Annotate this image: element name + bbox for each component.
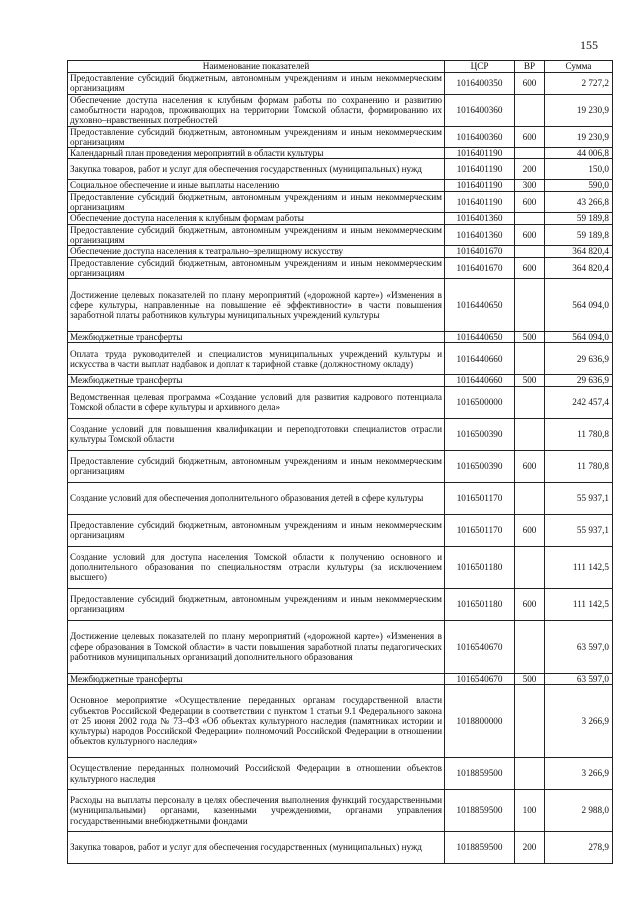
- row-sum: 150,0: [545, 159, 613, 180]
- row-sum: 55 937,1: [545, 482, 613, 514]
- row-sum: 59 189,8: [545, 224, 613, 246]
- table-row: [68, 514, 613, 546]
- row-csr: 1016540670: [445, 620, 515, 673]
- row-vr: 600: [515, 126, 545, 148]
- table-row: [68, 148, 613, 159]
- table-row: [68, 257, 613, 279]
- row-vr: 300: [515, 180, 545, 191]
- row-csr: 1016500390: [445, 450, 515, 482]
- row-sum: 63 597,0: [545, 620, 613, 673]
- row-sum: 55 937,1: [545, 514, 613, 546]
- row-sum: 242 457,4: [545, 386, 613, 418]
- row-name: Ведомственная целевая программа «Создание условий для развития кадрового потенциала Томской области в сфере культуры и архивного дела»: [68, 386, 445, 418]
- row-csr: 1016401190: [445, 191, 515, 213]
- row-name: Оплата труда руководителей и специалистов муниципальных учреждений культуры и искусства в части выплат надбавок и доплат к тарифной ставке (должностному окладу): [68, 343, 445, 375]
- row-vr: 200: [515, 832, 545, 864]
- row-sum: 278,9: [545, 832, 613, 864]
- row-csr: 1016500390: [445, 418, 515, 450]
- row-csr: 1016401190: [445, 148, 515, 159]
- table-row: [68, 375, 613, 386]
- table-header-row: [68, 61, 613, 73]
- table-row: [68, 191, 613, 213]
- row-vr: [515, 148, 545, 159]
- table-row: [68, 180, 613, 191]
- row-sum: 11 780,8: [545, 418, 613, 450]
- row-name: Предоставление субсидий бюджетным, автономным учреждениям и иным некоммерческим организациям: [68, 73, 445, 95]
- table-row: [68, 790, 613, 832]
- row-csr: 1016400350: [445, 73, 515, 95]
- row-csr: 1016440660: [445, 375, 515, 386]
- table-row: [68, 73, 613, 95]
- row-name: Обеспечение доступа населения к клубным формам работы по сохранению и развитию самобытности народов, проживающих на территории Томской области, формированию их духовно–нравственных потребностей: [68, 94, 445, 126]
- row-sum: 2 727,2: [545, 73, 613, 95]
- table-row: [68, 213, 613, 224]
- table-row: [68, 418, 613, 450]
- row-name: Достижение целевых показателей по плану мероприятий («дорожной карте») «Изменения в сфере культуры, направленные на повышение её эффективности» в части повышения заработной платы работников культуры муниципальных учреждений культуры: [68, 279, 445, 332]
- row-sum: 19 230,9: [545, 94, 613, 126]
- header-vr: ВР: [515, 61, 545, 73]
- row-csr: 1016440650: [445, 332, 515, 343]
- row-name: Расходы на выплаты персоналу в целях обеспечения выполнения функций государственными (муниципальными) органами, казенными учреждениями, органами управления государственными внебюджетными фондами: [68, 790, 445, 832]
- row-name: Обеспечение доступа населения к клубным формам работы: [68, 213, 445, 224]
- table-row: [68, 620, 613, 673]
- row-name: Основное мероприятие «Осуществление переданных органам государственной власти субъектов Российской Федерации в соответствии с пунктом 1 статьи 9.1 Федерального закона от 25 июня 2002 года № 73–ФЗ «Об объектах культурного наследия (памятниках истории и культуры) народов Российской Федерации» полномочий Российской Федерации в отношении объектов культурного наследия»: [68, 685, 445, 758]
- header-sum: Сумма: [545, 61, 613, 73]
- table-row: [68, 482, 613, 514]
- table-row: [68, 159, 613, 180]
- table-row: [68, 546, 613, 588]
- table-row: [68, 332, 613, 343]
- row-csr: 1016501180: [445, 588, 515, 620]
- row-vr: [515, 246, 545, 257]
- row-vr: 600: [515, 191, 545, 213]
- row-name: Создание условий для повышения квалификации и переподготовки специалистов отрасли культуры Томской области: [68, 418, 445, 450]
- row-vr: 500: [515, 375, 545, 386]
- row-name: Закупка товаров, работ и услуг для обеспечения государственных (муниципальных) нужд: [68, 832, 445, 864]
- row-vr: [515, 546, 545, 588]
- row-csr: 1016401360: [445, 213, 515, 224]
- row-sum: 364 820,4: [545, 257, 613, 279]
- row-sum: 63 597,0: [545, 673, 613, 684]
- row-csr: 1016401190: [445, 159, 515, 180]
- table-row: [68, 279, 613, 332]
- row-csr: 1018859500: [445, 832, 515, 864]
- row-csr: 1016401670: [445, 246, 515, 257]
- row-name: Предоставление субсидий бюджетным, автономным учреждениям и иным некоммерческим организациям: [68, 224, 445, 246]
- row-sum: 29 636,9: [545, 375, 613, 386]
- row-name: Предоставление субсидий бюджетным, автономным учреждениям и иным некоммерческим организациям: [68, 588, 445, 620]
- row-vr: [515, 386, 545, 418]
- row-name: Предоставление субсидий бюджетным, автономным учреждениям и иным некоммерческим организациям: [68, 514, 445, 546]
- row-name: Предоставление субсидий бюджетным, автономным учреждениям и иным некоммерческим организациям: [68, 191, 445, 213]
- row-vr: [515, 94, 545, 126]
- row-sum: 59 189,8: [545, 213, 613, 224]
- table-row: [68, 450, 613, 482]
- row-vr: [515, 758, 545, 790]
- row-vr: [515, 685, 545, 758]
- table-row: [68, 588, 613, 620]
- row-sum: 19 230,9: [545, 126, 613, 148]
- row-name: Обеспечение доступа населения к театрально–зрелищному искусству: [68, 246, 445, 257]
- row-sum: 29 636,9: [545, 343, 613, 375]
- row-name: Создание условий для обеспечения дополнительного образования детей в сфере культуры: [68, 482, 445, 514]
- row-sum: 11 780,8: [545, 450, 613, 482]
- row-vr: 500: [515, 332, 545, 343]
- row-name: Социальное обеспечение и иные выплаты населению: [68, 180, 445, 191]
- row-name: Межбюджетные трансферты: [68, 375, 445, 386]
- row-name: Межбюджетные трансферты: [68, 673, 445, 684]
- row-name: Осуществление переданных полномочий Российской Федерации в отношении объектов культурного наследия: [68, 758, 445, 790]
- row-csr: 1016400360: [445, 126, 515, 148]
- table-row: [68, 832, 613, 864]
- row-sum: 3 266,9: [545, 685, 613, 758]
- row-name: Межбюджетные трансферты: [68, 332, 445, 343]
- row-vr: [515, 213, 545, 224]
- row-vr: 600: [515, 514, 545, 546]
- row-sum: 2 988,0: [545, 790, 613, 832]
- row-sum: 43 266,8: [545, 191, 613, 213]
- row-vr: [515, 482, 545, 514]
- row-vr: [515, 343, 545, 375]
- row-vr: 100: [515, 790, 545, 832]
- row-csr: 1018859500: [445, 790, 515, 832]
- row-name: Предоставление субсидий бюджетным, автономным учреждениям и иным некоммерческим организациям: [68, 450, 445, 482]
- row-vr: 600: [515, 224, 545, 246]
- row-name: Календарный план проведения мероприятий в области культуры: [68, 148, 445, 159]
- row-name: Предоставление субсидий бюджетным, автономным учреждениям и иным некоммерческим организациям: [68, 257, 445, 279]
- table-row: [68, 224, 613, 246]
- row-name: Закупка товаров, работ и услуг для обеспечения государственных (муниципальных) нужд: [68, 159, 445, 180]
- row-vr: 600: [515, 73, 545, 95]
- row-csr: 1016400360: [445, 94, 515, 126]
- table-row: [68, 126, 613, 148]
- row-csr: 1018800000: [445, 685, 515, 758]
- row-csr: 1016401190: [445, 180, 515, 191]
- row-csr: 1016440660: [445, 343, 515, 375]
- table-row: [68, 343, 613, 375]
- row-name: Создание условий для доступа населения Томской области к получению основного и дополнительного образования по специальностям отрасли культуры (за исключением высшего): [68, 546, 445, 588]
- table-row: [68, 758, 613, 790]
- row-vr: 600: [515, 588, 545, 620]
- row-vr: 500: [515, 673, 545, 684]
- row-csr: 1016500000: [445, 386, 515, 418]
- row-sum: 44 006,8: [545, 148, 613, 159]
- row-sum: 564 094,0: [545, 279, 613, 332]
- header-name: Наименование показателей: [68, 61, 445, 73]
- row-csr: 1016501170: [445, 482, 515, 514]
- row-vr: [515, 279, 545, 332]
- row-vr: [515, 418, 545, 450]
- row-csr: 1016501180: [445, 546, 515, 588]
- row-csr: 1016401670: [445, 257, 515, 279]
- row-vr: [515, 620, 545, 673]
- page-number: 155: [580, 38, 598, 52]
- row-sum: 111 142,5: [545, 588, 613, 620]
- row-vr: 600: [515, 450, 545, 482]
- table-row: [68, 94, 613, 126]
- row-name: Достижение целевых показателей по плану мероприятий («дорожной карте») «Изменения в сфере образования в Томской области» в части повышения заработной платы педагогических работников муниципальных организаций дополнительного образования: [68, 620, 445, 673]
- row-vr: 600: [515, 257, 545, 279]
- row-name: Предоставление субсидий бюджетным, автономным учреждениям и иным некоммерческим организациям: [68, 126, 445, 148]
- row-vr: 200: [515, 159, 545, 180]
- row-sum: 590,0: [545, 180, 613, 191]
- row-csr: 1018859500: [445, 758, 515, 790]
- table-row: [68, 673, 613, 684]
- table-row: [68, 246, 613, 257]
- header-csr: ЦСР: [445, 61, 515, 73]
- budget-table: [67, 60, 613, 864]
- row-csr: 1016540670: [445, 673, 515, 684]
- row-sum: 111 142,5: [545, 546, 613, 588]
- row-csr: 1016401360: [445, 224, 515, 246]
- row-sum: 564 094,0: [545, 332, 613, 343]
- table-row: [68, 386, 613, 418]
- table-row: [68, 685, 613, 758]
- row-csr: 1016440650: [445, 279, 515, 332]
- row-sum: 3 266,9: [545, 758, 613, 790]
- row-csr: 1016501170: [445, 514, 515, 546]
- row-sum: 364 820,4: [545, 246, 613, 257]
